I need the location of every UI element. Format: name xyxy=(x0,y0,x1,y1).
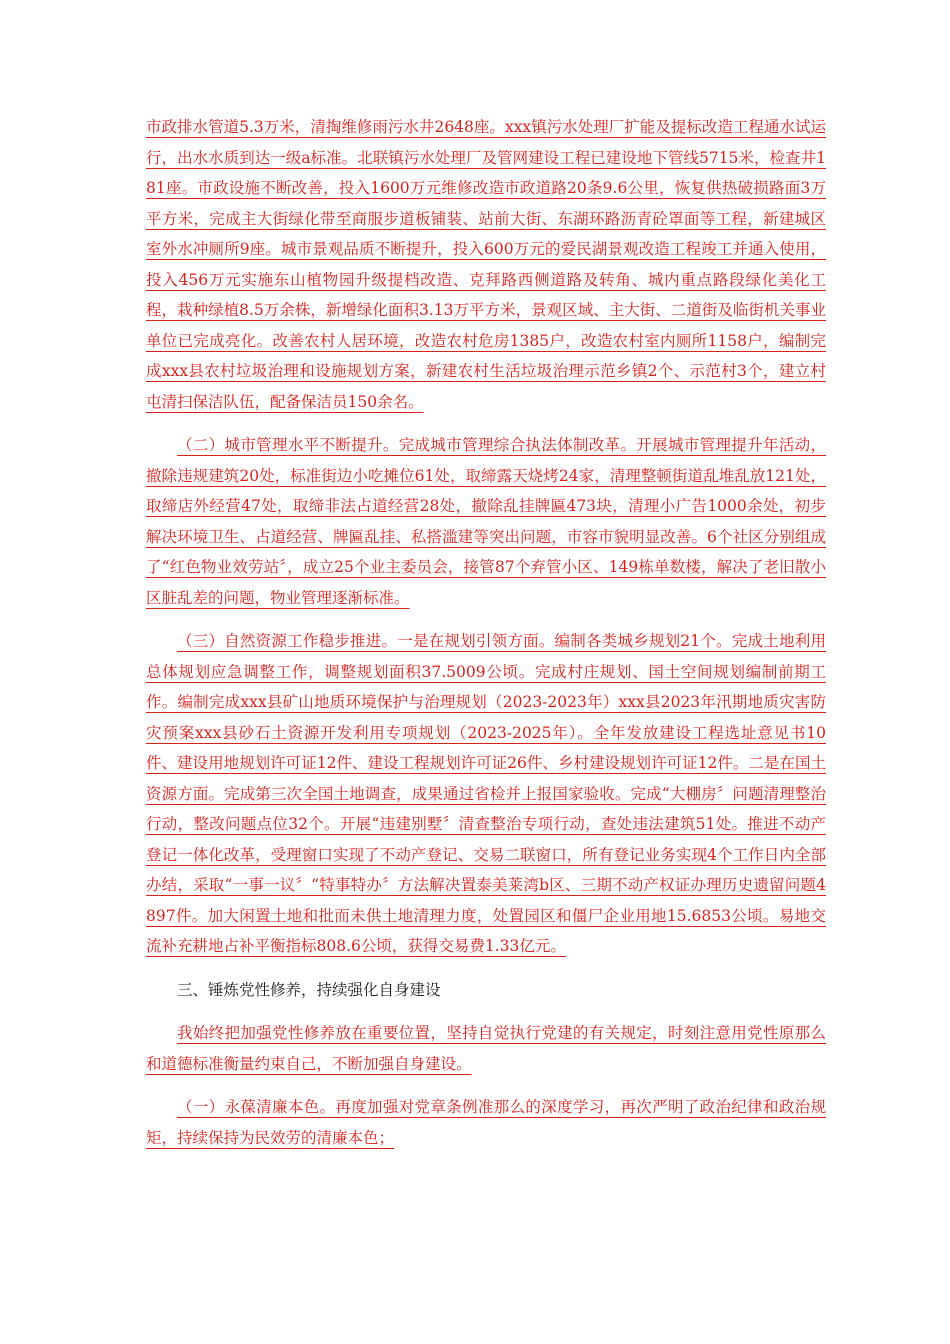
paragraph-urban-infrastructure xyxy=(146,112,826,417)
document-body xyxy=(146,112,826,1166)
paragraph-urban-management xyxy=(146,430,826,613)
paragraph-integrity xyxy=(146,1092,826,1153)
section-heading: 三、锤炼党性修养，持续强化自身建设 xyxy=(177,980,441,999)
paragraph-natural-resources xyxy=(146,626,826,962)
paragraph-text: （三）自然资源工作稳步推进。一是在规划引领方面。编制各类城乡规划21个。完成土地利用总体规划应急调整工作，调整规划面积37.5009公顷。完成村庄规划、国土空间规划编制前期工作。编制完成xxx县矿山地质环境保护与治理规划（2023-2023年）xxx县2023年汛期地质灾害防灾预案xxx县砂石土资源开发利用专项规划（2023-2025年）。全年发放建设工程选址意见书10件、建设用地规划许可证12件、建设工程规划许可证26件、乡村建设规划许可证12件。二是在国土资源方面。完成第三次全国土地调查，成果通过省检并上报国家验收。完成“大棚房〞问题清理整治行动，整改问题点位32个。开展“违建别墅〞清查整治专项行动，查处违法建筑51处。推进不动产登记一体化改革，受理窗口实现了不动产登记、交易二联窗口，所有登记业务实现4个工作日内全部办结，采取“一事一议〞“特事特办〞方法解决置泰美莱湾b区、三期不动产权证办理历史遗留问题4897件。加大闲置土地和批而未供土地清理力度，处置园区和僵尸企业用地15.6853公顷。易地交流补充耕地占补平衡指标808.6公顷，获得交易费1.33亿元。 xyxy=(146,632,826,955)
paragraph-text: 我始终把加强党性修养放在重要位置，坚持自觉执行党建的有关规定，时刻注意用党性原那么和道德标准衡量约束自己，不断加强自身建设。 xyxy=(146,1024,826,1073)
paragraph-text: （二）城市管理水平不断提升。完成城市管理综合执法体制改革。开展城市管理提升年活动，撤除违规建筑20处，标准街边小吃摊位61处，取缔露天烧烤24家，清理整顿街道乱堆乱放121处，取缔店外经营47处，取缔非法占道经营28处，撤除乱挂牌匾473块，清理小广告1000余处，初步解决环境卫生、占道经营、牌匾乱挂、私搭滥建等突出问题，市容市貌明显改善。6个社区分别组成了“红色物业效劳站〞，成立25个业主委员会，接管87个弃管小区、149栋单数楼，解决了老旧散小区脏乱差的问题，物业管理逐渐标准。 xyxy=(146,436,826,607)
paragraph-text: （一）永葆清廉本色。再度加强对党章条例准那么的深度学习，再次严明了政治纪律和政治规矩，持续保持为民效劳的清廉本色； xyxy=(146,1098,826,1147)
paragraph-text: 市政排水管道5.3万米，清掏维修雨污水井2648座。xxx镇污水处理厂扩能及提标改造工程通水试运行，出水水质到达一级a标准。北联镇污水处理厂及管网建设工程已建设地下管线5715米，检查井181座。市政设施不断改善，投入1600万元维修改造市政道路20条9.6公里，恢复供热破损路面3万平方米，完成主大街绿化带至商服步道板铺装、站前大街、东湖环路沥青砼罩面等工程，新建城区室外水冲厕所9座。城市景观品质不断提升，投入600万元的爱民湖景观改造工程竣工并通入使用，投入456万元实施东山植物园升级提档改造、克拜路西侧道路及转角、城内重点路段绿化美化工程，栽种绿植8.5万余株，新增绿化面积3.13万平方米，景观区域、主大街、二道街及临街机关事业单位已完成亮化。改善农村人居环境，改造农村危房1385户，改造农村室内厕所1158户，编制完成xxx县农村垃圾治理和设施规划方案，新建农村生活垃圾治理示范乡镇2个、示范村3个，建立村屯清扫保洁队伍，配备保洁员150余名。 xyxy=(146,118,826,411)
paragraph-party-cultivation xyxy=(146,1018,826,1079)
